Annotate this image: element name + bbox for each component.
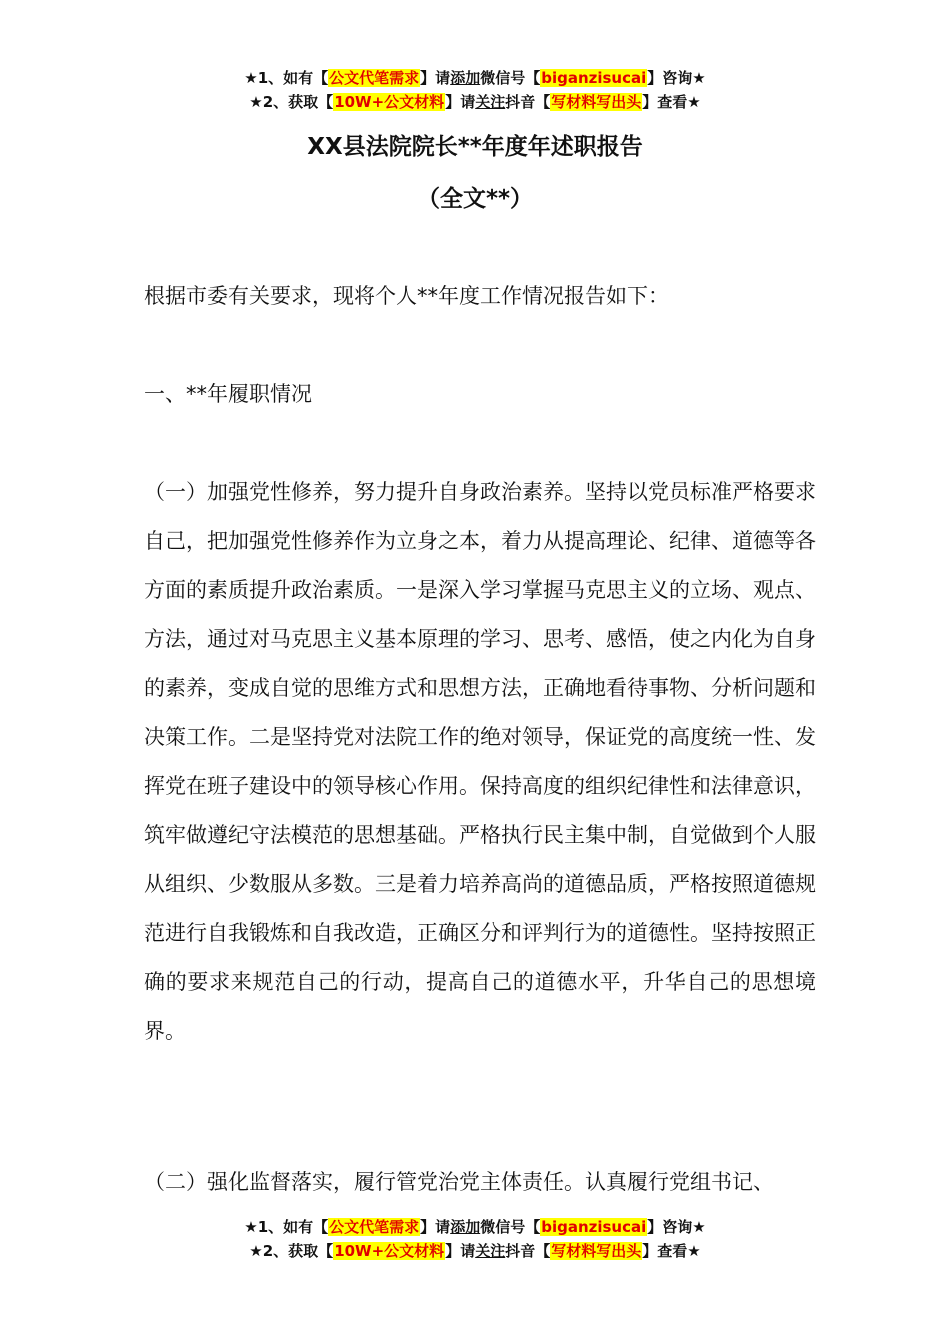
ad-line-1: ★1、如有【公文代笔需求】请添加微信号【biganzisucai】咨询★ <box>244 69 706 87</box>
ad-banner-bottom <box>0 1215 950 1263</box>
ad-line-2: ★2、获取【10W+公文材料】请关注抖音【写材料写出头】查看★ <box>249 93 701 111</box>
ad-line-2: ★2、获取【10W+公文材料】请关注抖音【写材料写出头】查看★ <box>249 1242 701 1260</box>
ad-highlight: 公文代笔需求 <box>329 69 420 87</box>
ad-banner-top <box>0 66 950 114</box>
ad-underlined-text: 添加 <box>450 69 481 87</box>
document-title: XX县法院院长**年度年述职报告 <box>307 134 643 160</box>
paragraph-two: （二）强化监督落实，履行管党治党主体责任。认真履行党组书记、 <box>144 1170 774 1194</box>
ad-line-1: ★1、如有【公文代笔需求】请添加微信号【biganzisucai】咨询★ <box>244 1218 706 1236</box>
ad-underlined-text: 关注 <box>475 93 506 111</box>
ad-highlight-douyin: 写材料写出头 <box>551 1242 642 1260</box>
ad-highlight-wechat: biganzisucai <box>541 1218 647 1236</box>
ad-highlight: 10W+公文材料 <box>334 93 445 111</box>
ad-underlined-text: 关注 <box>475 1242 506 1260</box>
paragraph-one: （一）加强党性修养，努力提升自身政治素养。坚持以党员标准严格要求自己，把加强党性修养作为立身之本，着力从提高理论、纪律、道德等各方面的素质提升政治素质。一是深入学习掌握马克思主义的立场、观点、方法，通过对马克思主义基本原理的学习、思考、感悟，使之内化为自身的素养，变成自觉的思维方式和思想方法，正确地看待事物、分析问题和决策工作。二是坚持党对法院工作的绝对领导，保证党的高度统一性、发挥党在班子建设中的领导核心作用。保持高度的组织纪律性和法律意识，筑牢做遵纪守法模范的思想基础。严格执行民主集中制，自觉做到个人服从组织、少数服从多数。三是着力培养高尚的道德品质，严格按照道德规范进行自我锻炼和自我改造，正确区分和评判行为的道德性。坚持按照正确的要求来规范自己的行动，提高自己的道德水平，升华自己的思想境界。 <box>144 480 816 1043</box>
section-heading: 一、**年履职情况 <box>144 382 312 406</box>
ad-highlight: 10W+公文材料 <box>334 1242 445 1260</box>
document-subtitle: （全文**） <box>416 186 534 212</box>
ad-highlight-douyin: 写材料写出头 <box>551 93 642 111</box>
ad-highlight: 公文代笔需求 <box>329 1218 420 1236</box>
intro-paragraph: 根据市委有关要求，现将个人**年度工作情况报告如下： <box>144 284 669 308</box>
ad-highlight-wechat: biganzisucai <box>541 69 647 87</box>
ad-underlined-text: 添加 <box>450 1218 481 1236</box>
